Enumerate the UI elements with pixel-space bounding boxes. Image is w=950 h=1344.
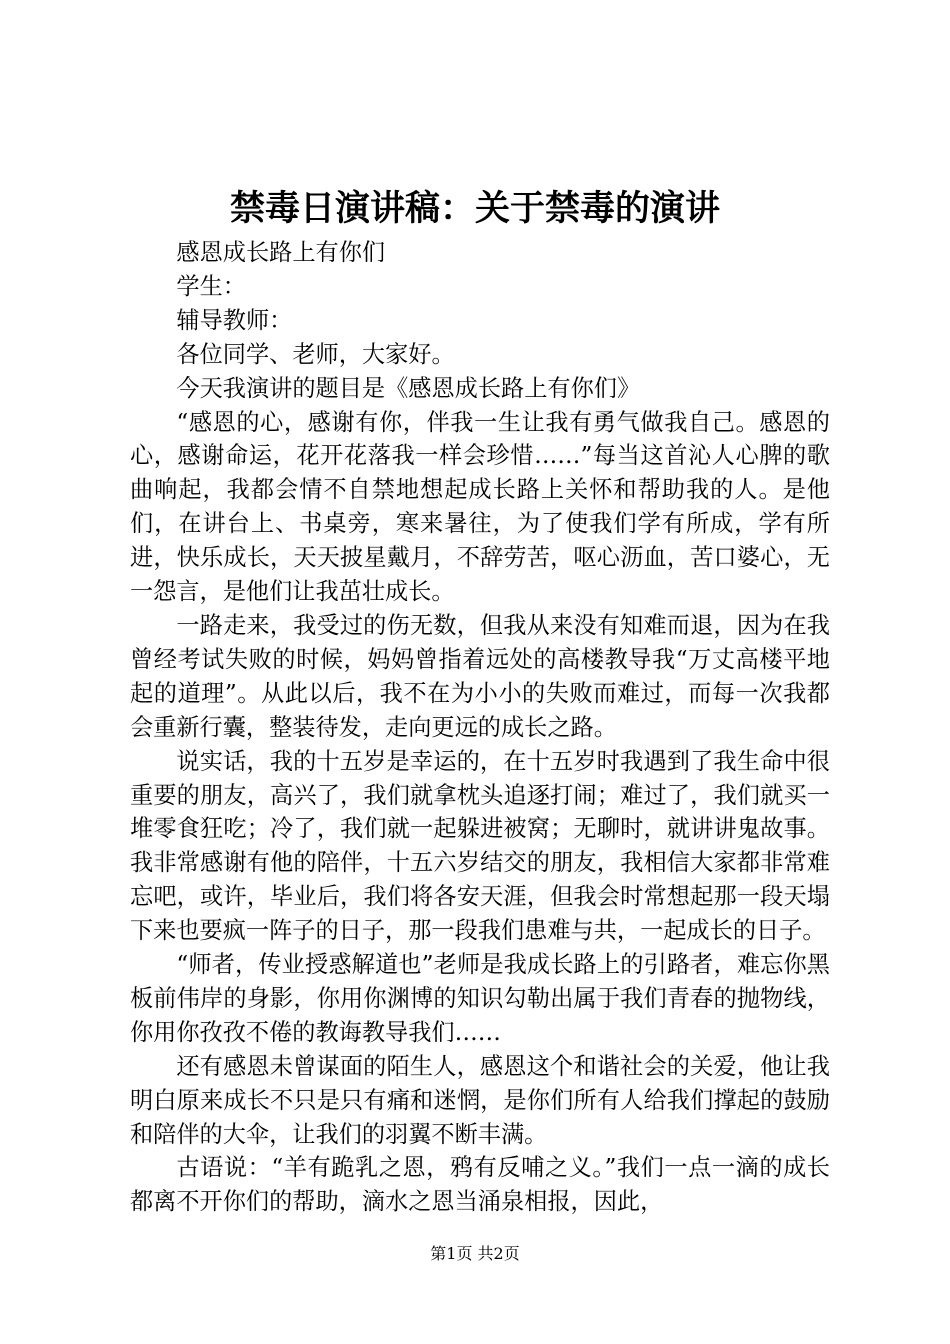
paragraph: 还有感恩未曾谋面的陌生人，感恩这个和谐社会的关爱，他让我明白原来成长不只是只有痛和迷惘，是你们所有人给我们撑起的鼓励和陪伴的大伞，让我们的羽翼不断丰满。 [130, 1052, 830, 1148]
paragraph-subtitle: 感恩成长路上有你们 [176, 239, 386, 266]
document-title: 禁毒日演讲稿：关于禁毒的演讲 [229, 188, 720, 229]
paragraph-teacher: 辅导教师： [176, 306, 293, 334]
paragraph: “师者，传业授惑解道也”老师是我成长路上的引路者，难忘你黑板前伟岸的身影，你用你渊博的知识勾勒出属于我们青春的抛物线，你用你孜孜不倦的教诲教导我们…… [130, 951, 830, 1046]
paragraph-student: 学生： [176, 272, 246, 300]
paragraph-greeting: 各位同学、老师，大家好。 [176, 340, 455, 368]
page-number-footer: 第1页 共2页 [430, 1244, 520, 1263]
paragraph: 一路走来，我受过的伤无数，但我从来没有知难而退，因为在我曾经考试失败的时候，妈妈曾指着远处的高楼教导我“万丈高楼平地起的道理”。从此以后，我不在为小小的失败而难过，而每一次我都会重新行囊，整装待发，走向更远的成长之路。 [130, 611, 830, 741]
paragraph: “感恩的心，感谢有你，伴我一生让我有勇气做我自己。感恩的心，感谢命运，花开花落我一样会珍惜……”每当这首沁人心脾的歌曲响起，我都会情不自禁地想起成长路上关怀和帮助我的人。是他们，在讲台上、书桌旁，寒来暑往，为了使我们学有所成，学有所进，快乐成长，天天披星戴月，不辞劳苦，呕心沥血，苦口婆心，无一怨言，是他们让我茁壮成长。 [130, 408, 830, 606]
paragraph-topic: 今天我演讲的题目是《感恩成长路上有你们》 [176, 374, 641, 402]
paragraph: 古语说：“羊有跪乳之恩，鸦有反哺之义。”我们一点一滴的成长都离不开你们的帮助，滴水之恩当涌泉相报，因此， [130, 1154, 830, 1216]
document-body [130, 236, 830, 1219]
paragraph: 说实话，我的十五岁是幸运的，在十五岁时我遇到了我生命中很重要的朋友，高兴了，我们就拿枕头追逐打闹；难过了，我们就买一堆零食狂吃；冷了，我们就一起躲进被窝；无聊时，就讲讲鬼故事。我非常感谢有他的陪伴，十五六岁结交的朋友，我相信大家都非常难忘吧，或许，毕业后，我们将各安天涯，但我会时常想起那一段天塌下来也要疯一阵子的日子，那一段我们患难与共，一起成长的日子。 [130, 747, 830, 945]
